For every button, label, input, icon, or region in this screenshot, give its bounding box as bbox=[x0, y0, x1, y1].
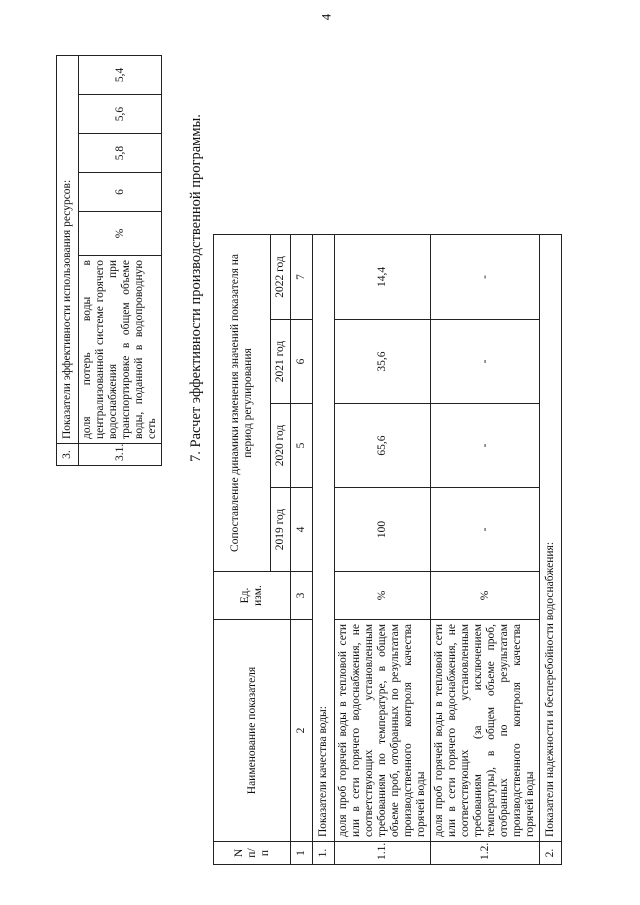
table-row bbox=[431, 234, 540, 864]
main-table-block bbox=[213, 235, 556, 865]
section-label: Показатели эффективности использования ресурсов: bbox=[57, 55, 79, 443]
section-heading: 7. Расчет эффективности производственной программы. bbox=[188, 114, 204, 462]
indicator-name: доля потерь воды в централизованной системе горячего водоснабжения при транспортировке в общем объеме воды, поданной в водопроводную сеть bbox=[79, 256, 162, 444]
value-cell: - bbox=[431, 320, 540, 404]
section-number: 2. bbox=[540, 842, 562, 865]
value-cell: 35,6 bbox=[335, 320, 431, 404]
table-row bbox=[57, 55, 79, 465]
value-cell: 5,4 bbox=[79, 55, 162, 94]
unit-cell: % bbox=[79, 212, 162, 256]
table-row bbox=[79, 55, 162, 465]
table-header-row bbox=[214, 234, 271, 864]
header-number: N п/п bbox=[214, 842, 291, 865]
column-number: 1 bbox=[291, 842, 313, 865]
page-number: 4 bbox=[318, 13, 333, 21]
section-label: Показатели надежности и бесперебойности водоснабжения: bbox=[540, 234, 562, 841]
column-number: 6 bbox=[291, 320, 313, 404]
column-number: 5 bbox=[291, 404, 313, 488]
indicator-name: доля проб горячей воды в тепловой сети или в сети горячего водоснабжения, не соответствующих установленным требованиям по температуре, в общем объеме проб, отобранных по результатам производственного контроля качества горячей воды bbox=[335, 620, 431, 842]
value-cell: 65,6 bbox=[335, 404, 431, 488]
column-number-row bbox=[291, 234, 313, 864]
value-cell: - bbox=[431, 234, 540, 319]
section-number: 1. bbox=[313, 842, 335, 865]
table-row bbox=[540, 234, 562, 864]
column-number: 7 bbox=[291, 234, 313, 319]
top-table-block bbox=[56, 56, 158, 466]
indicator-name: доля проб горячей воды в тепловой сети или в сети горячего водоснабжения, не соответствующих установленным требованиям (за исключением температуры), в общем объеме проб, отобранных по результатам производственного контроля качества горячей воды bbox=[431, 620, 540, 842]
unit-cell: % bbox=[335, 572, 431, 620]
value-cell: - bbox=[431, 404, 540, 488]
row-number: 1.1. bbox=[335, 842, 431, 865]
table-row bbox=[335, 234, 431, 864]
header-dynamics: Сопоставление динамики изменения значений показателя на период регулирования bbox=[214, 234, 271, 571]
resource-efficiency-table bbox=[56, 55, 162, 466]
value-cell: 5,8 bbox=[79, 134, 162, 173]
value-cell: 14,4 bbox=[335, 234, 431, 319]
section-label: Показатели качества воды: bbox=[313, 234, 335, 841]
header-year: 2020 год bbox=[271, 404, 291, 488]
header-year: 2019 год bbox=[271, 488, 291, 572]
efficiency-table bbox=[213, 234, 562, 865]
value-cell: 6 bbox=[79, 173, 162, 212]
column-number: 2 bbox=[291, 620, 313, 842]
header-unit: Ед. изм. bbox=[214, 572, 291, 620]
header-name: Наименование показателя bbox=[214, 620, 291, 842]
section-number: 3. bbox=[57, 444, 79, 466]
unit-cell: % bbox=[431, 572, 540, 620]
table-row bbox=[313, 234, 335, 864]
value-cell: 100 bbox=[335, 488, 431, 572]
header-year: 2021 год bbox=[271, 320, 291, 404]
column-number: 3 bbox=[291, 572, 313, 620]
value-cell: 5,6 bbox=[79, 95, 162, 134]
column-number: 4 bbox=[291, 488, 313, 572]
value-cell: - bbox=[431, 488, 540, 572]
row-number: 1.2. bbox=[431, 842, 540, 865]
header-year: 2022 год bbox=[271, 234, 291, 319]
row-number: 3.1. bbox=[79, 444, 162, 466]
